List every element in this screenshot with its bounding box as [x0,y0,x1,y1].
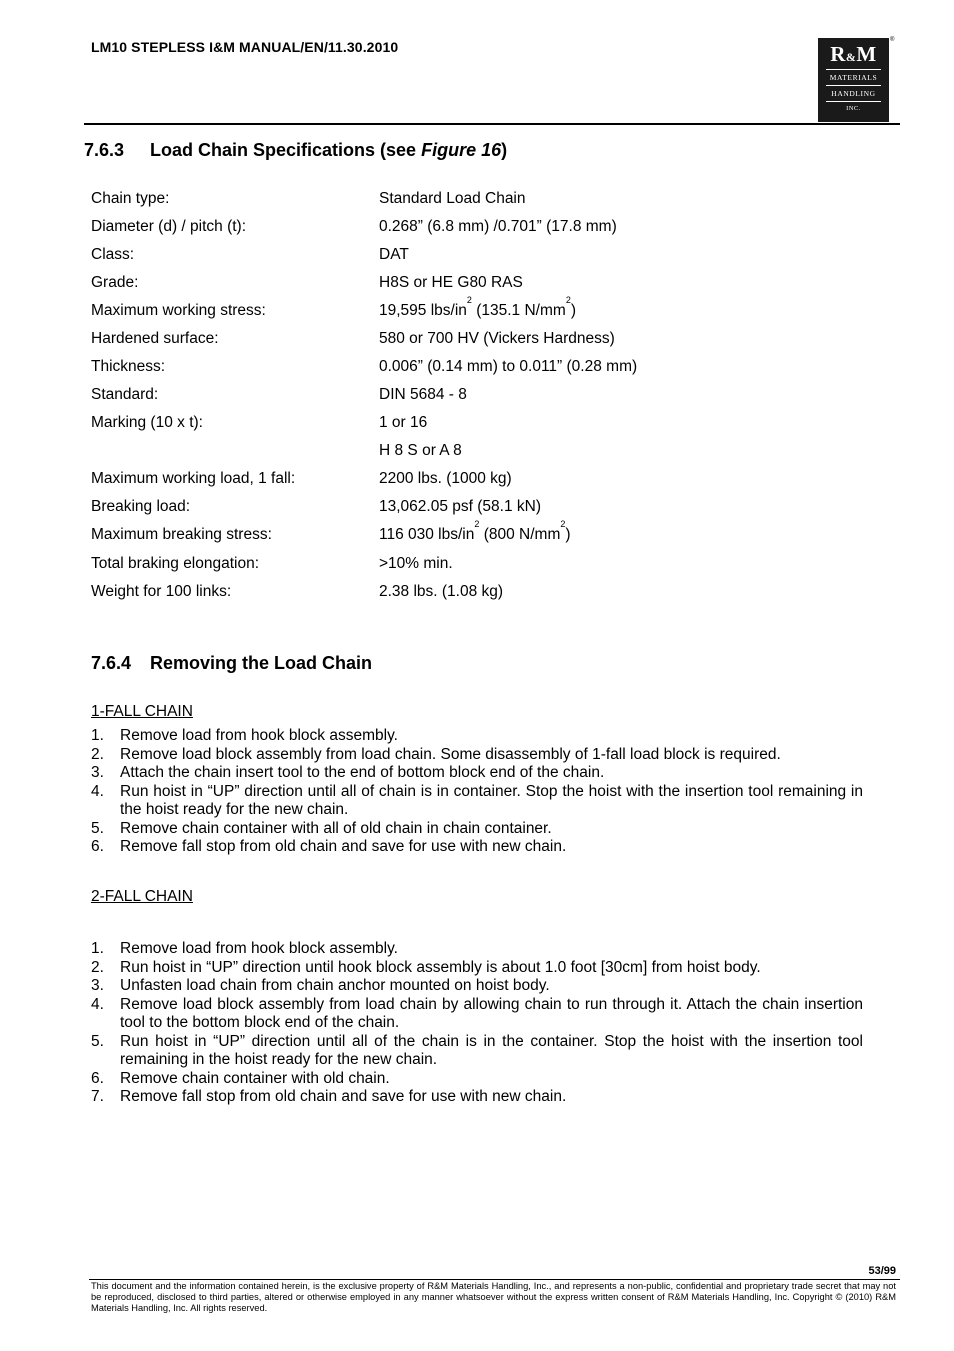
spec-value-part: ) [565,526,571,543]
spec-label: Weight for 100 links: [91,583,232,600]
subheading-1-fall: 1-FALL CHAIN [91,703,193,720]
spec-label: Hardened surface: [91,330,219,347]
spec-value: >10% min. [379,555,453,572]
step-number: 6. [91,838,104,855]
spec-value-part: 2 [560,519,566,529]
step-text: Remove fall stop from old chain and save for use with new chain. [120,1088,567,1105]
logo-line1: MATERIALS [829,73,878,82]
spec-label: Standard: [91,386,159,403]
step-text: Run hoist in “UP” direction until hook block assembly is about 1.0 foot [30cm] from hoist body. [120,958,761,976]
section-title-prefix: Load Chain Specifications (see [150,140,422,160]
figure-reference: Figure 16 [421,140,502,160]
step-number: 1. [91,940,104,957]
list-item [91,746,863,765]
document-title: LM10 STEPLESS I&M MANUAL/EN/11.30.2010 [91,39,399,55]
steps-2-fall [91,940,863,1107]
spec-value-part: ) [570,302,576,319]
steps-1-fall [91,727,863,857]
spec-value [379,295,576,320]
footer-divider [89,1279,900,1280]
spec-value-part: 19,595 lbs/in [379,302,467,319]
spec-value: 2200 lbs. (1000 kg) [379,470,512,487]
list-item [91,820,863,839]
spec-value-part: 2 [565,295,571,305]
section-heading-763 [84,140,507,161]
subheading-2-fall: 2-FALL CHAIN [91,888,193,905]
spec-label: Grade: [91,274,139,291]
section-title: Removing the Load Chain [150,653,373,673]
step-number: 7. [91,1088,104,1105]
step-text: Remove chain container with all of old chain in chain container. [120,819,552,837]
spec-value-part: 116 030 lbs/in [379,526,475,543]
list-item [91,838,863,857]
spec-value-part: (800 N/mm [479,526,561,543]
spec-value: H8S or HE G80 RAS [379,274,523,291]
step-text: Run hoist in “UP” direction until all of the chain is in the container. Stop the hoist with the insertion tool remaining in the hoist ready for the new chain. [120,1032,863,1068]
spec-value: 1 or 16 [379,414,428,431]
step-number: 4. [91,995,104,1013]
step-number: 4. [91,782,104,800]
step-text: Remove load from hook block assembly. [120,727,398,744]
spec-value [379,519,571,544]
section-number: 7.6.4 [91,653,132,673]
logo-brand: R&M [830,42,877,66]
confidentiality-notice: This document and the information contained herein, is the exclusive property of R&M Materials Handling, Inc., and represents a non-public, confidential and proprietary trade secret that may not be reproduced, disclosed to third parties, altered or otherwise employed in any manner whatsoever without the express written consent of R&M Materials Handling, Inc. Copyright © (2010) R&M Materials Handling, Inc. All rights reserved. [91,1281,896,1313]
spec-label: Maximum breaking stress: [91,526,272,543]
section-title-suffix: ) [501,140,508,160]
spec-value: 0.268” (6.8 mm) /0.701” (17.8 mm) [379,218,617,235]
spec-label: Maximum working load, 1 fall: [91,470,296,487]
list-item [91,1033,863,1070]
spec-label: Maximum working stress: [91,302,266,319]
list-item [91,727,863,746]
spec-label: Breaking load: [91,498,191,515]
step-number: 2. [91,958,104,976]
step-number: 3. [91,977,104,994]
list-item [91,764,863,783]
spec-label: Total braking elongation: [91,555,260,572]
spec-label: Class: [91,246,135,263]
spec-value: DIN 5684 - 8 [379,386,467,403]
logo-line2: HANDLING [831,89,876,98]
step-text: Run hoist in “UP” direction until all of chain is in container. Stop the hoist with the insertion tool remaining in the hoist ready for the new chain. [120,782,863,818]
spec-value-part: 2 [474,519,480,529]
step-text: Remove load block assembly from load chain by allowing chain to run through it. Attach the chain insertion tool to the bottom block end of the chain. [120,995,863,1031]
list-item [91,1088,863,1107]
list-item [91,783,863,820]
step-number: 5. [91,819,104,837]
page-number: 53/99 [868,1265,896,1277]
spec-value: 2.38 lbs. (1.08 kg) [379,583,504,600]
step-number: 1. [91,727,104,744]
spec-value-part: 2 [466,295,472,305]
company-logo [818,38,889,122]
list-item [91,940,863,959]
spec-value: 0.006” (0.14 mm) to 0.011” (0.28 mm) [379,358,638,375]
step-text: Remove chain container with old chain. [120,1069,390,1087]
spec-value: 13,062.05 psf (58.1 kN) [379,498,541,515]
header-divider [84,123,900,125]
spec-label: Thickness: [91,358,166,375]
list-item [91,996,863,1033]
step-text: Unfasten load chain from chain anchor mounted on hoist body. [120,977,550,994]
spec-value: H 8 S or A 8 [379,442,462,459]
list-item [91,1070,863,1089]
step-number: 5. [91,1032,104,1050]
spec-value: Standard Load Chain [379,190,526,207]
spec-value: DAT [379,246,409,263]
step-text: Remove load block assembly from load chain. Some disassembly of 1-fall load block is required. [120,745,781,763]
step-text: Attach the chain insert tool to the end of bottom block end of the chain. [120,764,605,781]
registered-mark: ® [890,37,895,43]
step-number: 6. [91,1069,104,1087]
spec-label: Diameter (d) / pitch (t): [91,218,247,235]
step-number: 2. [91,745,104,763]
logo-line3: INC. [846,105,861,112]
list-item [91,977,863,996]
spec-label: Chain type: [91,190,170,207]
step-text: Remove fall stop from old chain and save for use with new chain. [120,838,567,855]
step-text: Remove load from hook block assembly. [120,940,398,957]
spec-label: Marking (10 x t): [91,414,203,431]
section-number: 7.6.3 [84,140,125,160]
list-item [91,959,863,978]
spec-value-part: (135.1 N/mm [471,302,566,319]
step-number: 3. [91,764,104,781]
spec-value: 580 or 700 HV (Vickers Hardness) [379,330,615,347]
section-heading-764 [91,653,372,674]
